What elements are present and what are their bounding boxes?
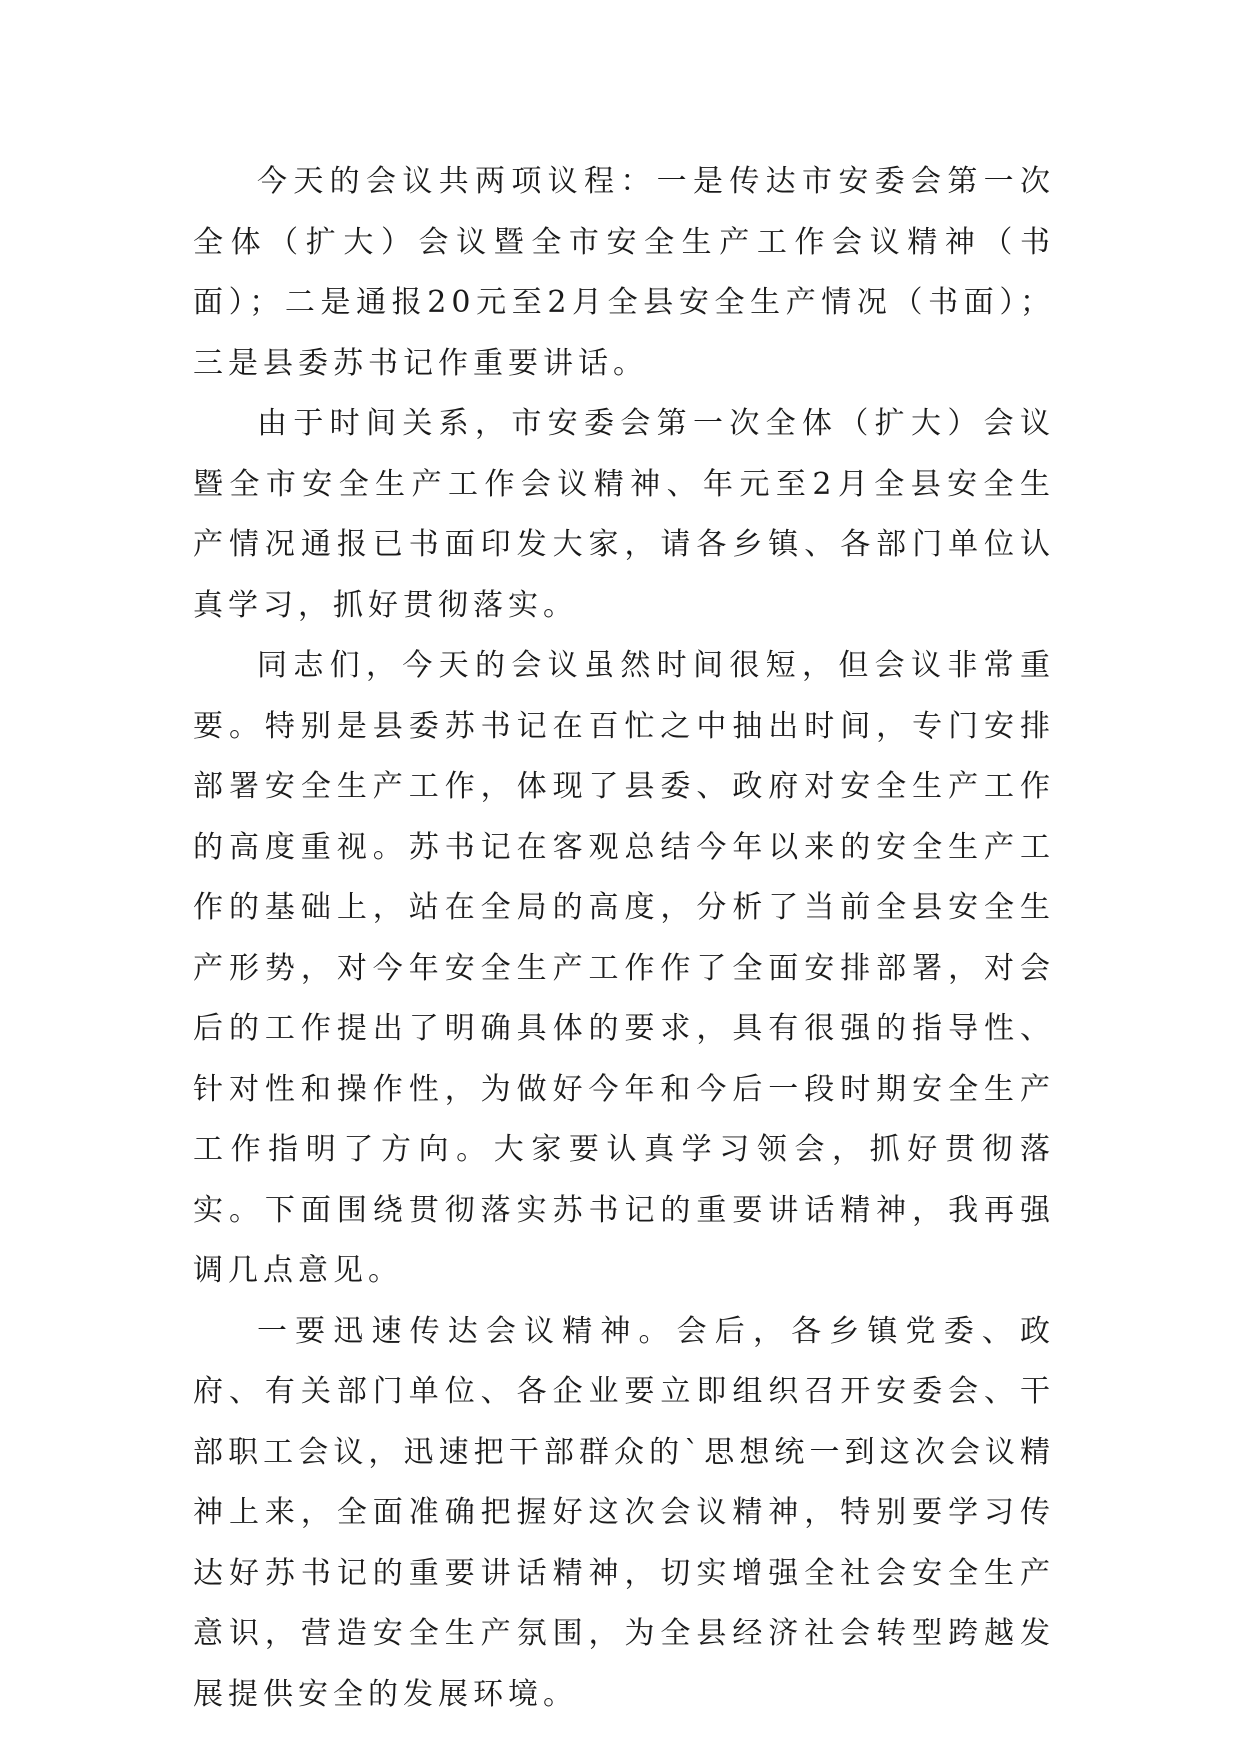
paragraph-point-one: 一要迅速传达会议精神。会后，各乡镇党委、政府、有关部门单位、各企业要立即组织召开安委会、干部职工会议，迅速把干部群众的`思想统一到这次会议精神上来，全面准确把握好这次会议精神，特别要学习传达好苏书记的重要讲话精神，切实增强全社会安全生产意识，营造安全生产氛围，为全县经济社会转型跨越发展提供安全的发展环境。 bbox=[193, 1313, 1055, 1712]
paragraph-agenda: 今天的会议共两项议程：一是传达市安委会第一次全体（扩大）会议暨全市安全生产工作会议精神（书面）；二是通报20元至2月全县安全生产情况（书面）；三是县委苏书记作重要讲话。 bbox=[193, 164, 1055, 381]
document-body bbox=[193, 152, 1055, 1725]
paragraph-time-note: 由于时间关系，市安委会第一次全体（扩大）会议暨全市安全生产工作会议精神、年元至2月全县安全生产情况通报已书面印发大家，请各乡镇、各部门单位认真学习，抓好贯彻落实。 bbox=[193, 406, 1055, 623]
paragraph-importance: 同志们，今天的会议虽然时间很短，但会议非常重要。特别是县委苏书记在百忙之中抽出时间，专门安排部署安全生产工作，体现了县委、政府对安全生产工作的高度重视。苏书记在客观总结今年以来的安全生产工作的基础上，站在全局的高度，分析了当前全县安全生产形势，对今年安全生产工作作了全面安排部署，对会后的工作提出了明确具体的要求，具有很强的指导性、针对性和操作性，为做好今年和今后一段时期安全生产工作指明了方向。大家要认真学习领会，抓好贯彻落实。下面围绕贯彻落实苏书记的重要讲话精神，我再强调几点意见。 bbox=[193, 648, 1055, 1288]
